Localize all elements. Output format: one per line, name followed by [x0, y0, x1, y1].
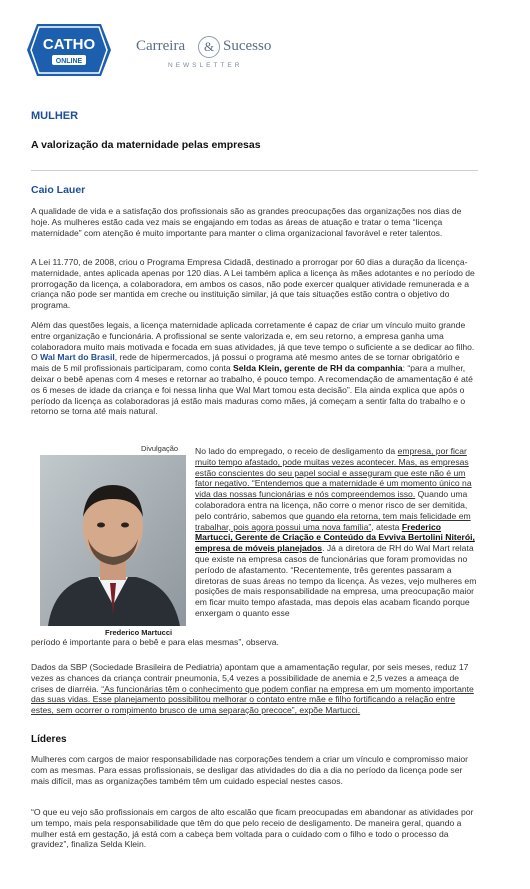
portrait-illustration — [40, 455, 186, 626]
text-segment: Quando uma colaboradora entra na licença, não corre o menor risco de ser demitida, pelo contrário, sabemos que — [195, 489, 468, 521]
catho-logo-sub: ONLINE — [55, 58, 83, 65]
paragraph-legal — [31, 320, 477, 417]
underlined-segment: quando ela retorna, tem mais felicidade em trabalhar, pois agora possui uma nova família” — [195, 510, 471, 532]
paragraph-sbp-data — [31, 662, 477, 716]
photo-caption: Frederico Martucci — [105, 628, 173, 637]
paragraph-law: A Lei 11.770, de 2008, criou o Programa Empresa Cidadã, destinado a prorrogar por 60 dias a duração da licença-maternidade, antes aplicada apenas por 120 dias. A Lei também aplica a licença às mães adotantes e no período de prorrogação da licença, a colaboradora, em ambos os casos, não pode exercer qualquer atividade remunerada e a criança não pode ser mantida em creche ou instituição similar, já que tais situações estão contra o objetivo do programa. — [31, 257, 475, 311]
paragraph-employee-side — [195, 446, 478, 619]
portrait-photo — [40, 455, 186, 626]
text-segment: : “para a mulher, deixar o bebê apenas com 4 meses e retornar ao trabalho, é pouco tempo. A recomendação de amamentação é até os 6 meses de idade da criança e foi nessa linha que Wal Mart tomou esta decisão”. Ela ainda explica que após o período da licença as colaboradoras já estão mais maduras como mães, já começam a sentir falta do trabalho e o retorno se torna até mais natural. — [31, 363, 473, 417]
paragraph-intro: A qualidade de vida e a satisfação dos profissionais são as grandes preocupações das organizações nos dias de hoje. As mulheres estão cada vez mais se engajando em todas as áreas de atuação e tratar o tema “licença maternidade” com atenção é muito importante para manter o clima organizacional favorável e reter talentos. — [31, 206, 462, 238]
divider — [31, 170, 478, 171]
catho-logo-text: CATHO — [42, 36, 96, 53]
subheading-lideres: Líderes — [31, 734, 67, 745]
company-link-walmart[interactable]: Wal Mart do Brasil — [40, 352, 115, 363]
text-segment: Dados da SBP (Sociedade Brasileira de Pediatria) apontam que a amamentação regular, por seis meses, reduz 17 vezes as chances da criança contrair pneumonia, 5,4 vezes a possibilidade de anemia e 2,5 vezes a ameaça de crises de diarréia. — [31, 662, 469, 694]
photo-credit: Divulgação — [141, 444, 179, 453]
paragraph-closing-quote: “O que eu vejo são profissionais em cargos de alto escalão que ficam preocupadas em abandonar as atividades por um tempo, mais pela responsabilidade que têm do que pelo receio de desligamento. De maneira geral, quando a mulher está em gestação, já está com a cabeça bem voltada para o cuidado com o filho e todo o processo da gravidez”, finaliza Selda Klein. — [31, 807, 474, 850]
carreira-sucesso-brand — [136, 38, 316, 78]
brand-subtitle: NEWSLETTER — [168, 62, 243, 69]
section-title: MULHER — [31, 110, 79, 122]
catho-online-logo[interactable] — [27, 24, 111, 76]
text-segment: , atesta — [371, 521, 402, 532]
author-name: Caio Lauer — [31, 184, 86, 196]
newsletter-header — [0, 0, 530, 90]
person-selda-klein: Selda Klein, gerente de RH da companhia — [233, 363, 403, 374]
text-segment: . Já a diretora de RH do Wal Mart relata que existe na empresa casos de funcionárias que foram promovidas no período de afastamento. “Recentemente, três gerentes passaram a diretoras de suas áreas no tempo da licença. Às vezes, vejo mulheres em posições de mais responsabilidade na empresa, uma preocupação maior em ficar muito tempo afastada, mas depois elas acabam ficando porque enxergam o quanto esse — [195, 543, 477, 618]
text-segment: Além das questões legais, a licença maternidade aplicada corretamente é capaz de criar um vínculo muito grande entre organização e funcionária. A profissional se sente valorizada e, em seu retorno, a empresa ganha uma colaboradora muito mais motivada e focada em suas atividades, já que teve tempo o suficiente a se dedicar ao filho. O — [31, 320, 475, 363]
paragraph-leaders: Mulheres com cargos de maior responsabilidade nas corporações tendem a criar um vínculo e compromisso maior com as mesmas. Para essas profissionais, se desligar das atividades do dia a dia no período da licença pode ser mais difícil, mas as organizações também têm um cuidado especial nestes casos. — [31, 754, 469, 786]
underlined-segment: empresa, por ficar muito tempo afastado, pode muitas vezes acontecer. Mas, as empresas estão conscientes do seu papel social e asseguram que este não é um fator negativo. “Entendemos que a maternidade é um momento único na vida das nossas funcionárias e nós compreendemos isso. — [195, 446, 472, 500]
text-segment: , rede de hipermercados, já possui o programa até mesmo antes de se tornar obrigatório e mais de 5 mil profissionais participaram, como conta — [31, 352, 460, 374]
underlined-quote: “As funcionárias têm o conhecimento que podem confiar na empresa em um momento importante das suas vidas. Esse planejamento possibilitou melhorar o contato entre mãe e filho fortificando a relação entre estes, sem ocorrer o rompimento brusco de uma separação precoce”, expõe Martucci. — [31, 683, 474, 716]
brand-ampersand: & — [198, 36, 220, 58]
article-title: A valorização da maternidade pelas empresas — [31, 139, 261, 151]
person-frederico-martucci: Frederico Martucci, Gerente de Criação e Conteúdo da Evviva Bertolini Niterói, empresa de móveis planejados — [195, 521, 475, 554]
brand-word-sucesso: Sucesso — [223, 38, 272, 54]
brand-word-carreira: Carreira — [136, 38, 186, 54]
text-segment: No lado do empregado, o receio de desligamento da — [195, 446, 398, 456]
paragraph-employee-tail: período é importante para o bebê e para elas mesmas”, observa. — [31, 637, 279, 647]
